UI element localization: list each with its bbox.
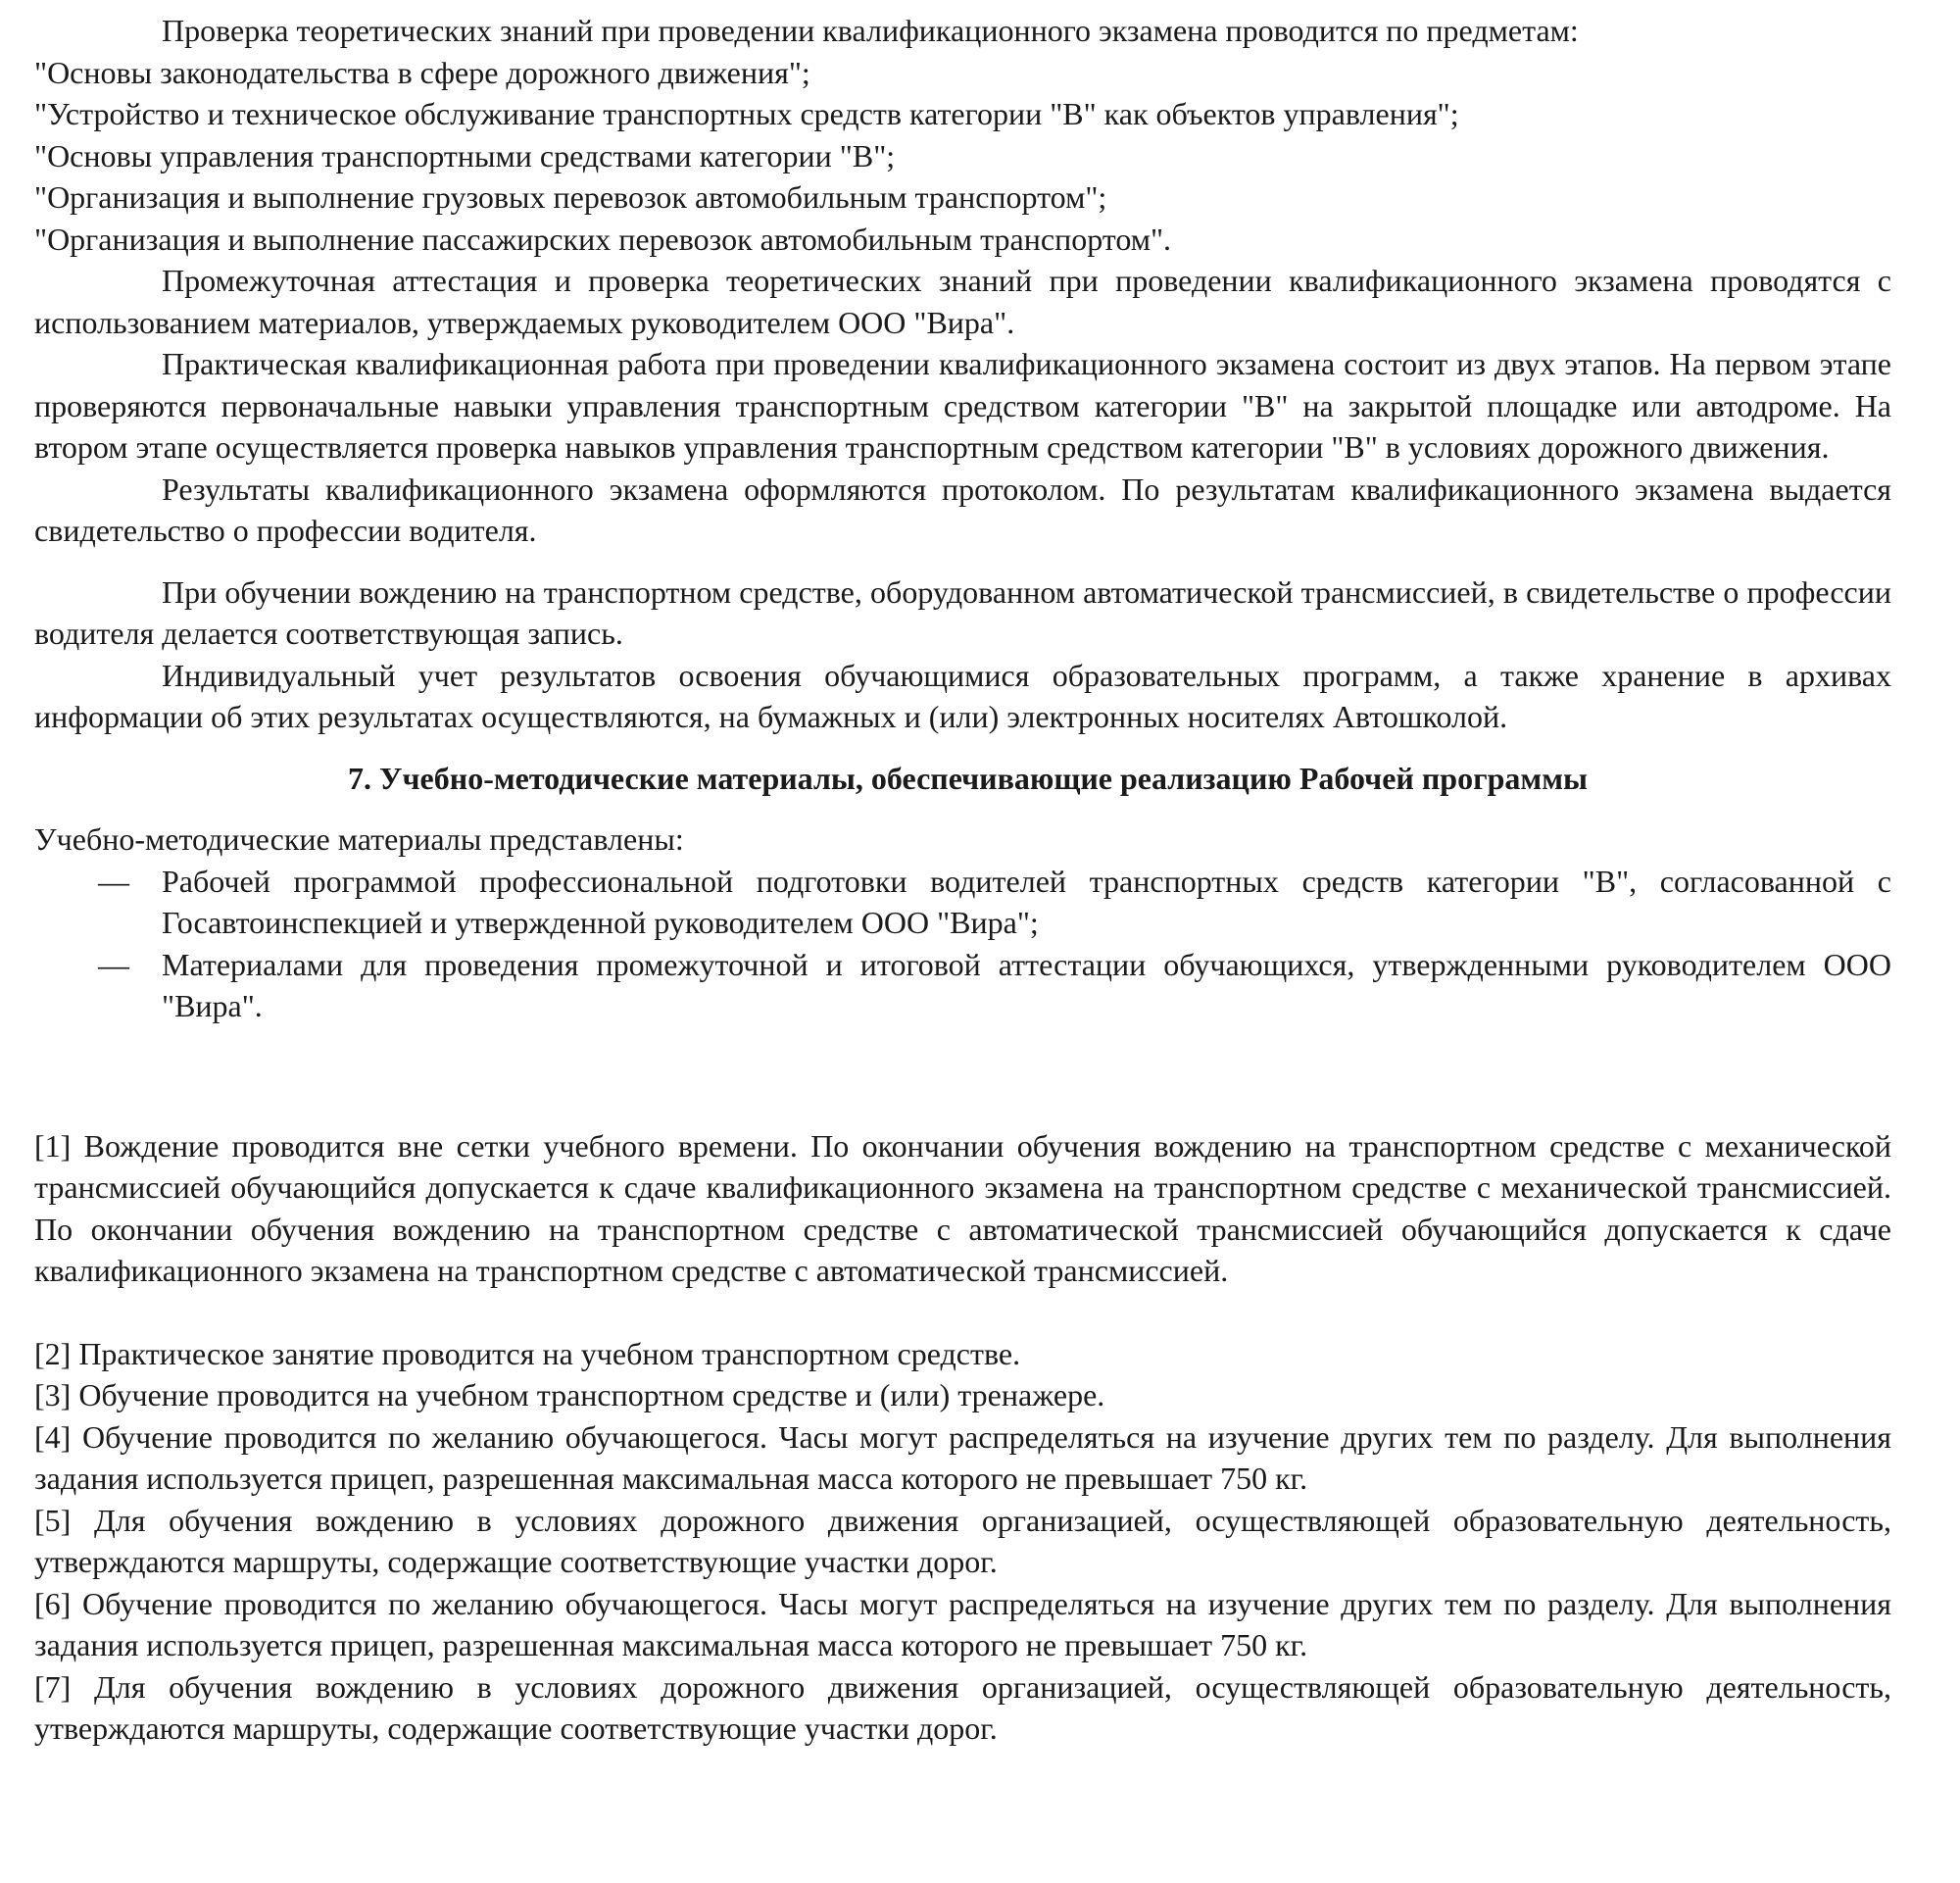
footnote-1: [1] Вождение проводится вне сетки учебного времени. По окончании обучения вождению на транспортном средстве с механической трансмиссией обучающийся допускается к сдаче квалификационного экзамена на транспортном средстве с механической трансмиссией. По окончании обучения вождению на транспортном средстве с автоматической трансмиссией обучающийся допускается к сдаче квалификационного экзамена на транспортном средстве с автоматической трансмиссией. <box>34 1127 1891 1288</box>
materials-list <box>34 861 1891 1027</box>
paragraph-automatic-transmission: При обучении вождению на транспортном средстве, оборудованном автоматической трансмиссией, в свидетельстве о профессии водителя делается соответствующая запись. <box>34 573 1891 651</box>
section-7-heading: 7. Учебно-методические материалы, обеспечивающие реализацию Рабочей программы <box>348 760 1588 796</box>
footnote-6: [6] Обучение проводится по желанию обучающегося. Часы могут распределяться на изучение других тем по разделу. Для выполнения задания используется прицеп, разрешенная максимальная масса которого не превышает 750 кг. <box>34 1585 1891 1662</box>
footnote-2: [2] Практическое занятие проводится на учебном транспортном средстве. <box>34 1335 1021 1371</box>
footnote-4: [4] Обучение проводится по желанию обучающегося. Часы могут распределяться на изучение других тем по разделу. Для выполнения задания используется прицеп, разрешенная максимальная масса которого не превышает 750 кг. <box>34 1418 1891 1496</box>
materials-lead: Учебно-методические материалы представлены: <box>34 821 684 857</box>
dash-bullet: — <box>98 863 129 899</box>
footnote-7: [7] Для обучения вождению в условиях дорожного движения организацией, осуществляющей образовательную деятельность, утверждаются маршруты, содержащие соответствующие участки дорог. <box>34 1668 1891 1746</box>
dash-bullet: — <box>98 946 129 982</box>
list-item <box>34 861 1891 944</box>
subject-item: "Устройство и техническое обслуживание транспортных средств категории "B" как объектов управления"; <box>34 96 1459 131</box>
footnote-5: [5] Для обучения вождению в условиях дорожного движения организацией, осуществляющей образовательную деятельность, утверждаются маршруты, содержащие соответствующие участки дорог. <box>34 1502 1891 1579</box>
subject-item: "Организация и выполнение пассажирских перевозок автомобильным транспортом". <box>34 221 1172 257</box>
subject-item: "Организация и выполнение грузовых перевозок автомобильным транспортом"; <box>34 179 1107 215</box>
paragraph-intermediate-attestation: Промежуточная аттестация и проверка теоретических знаний при проведении квалификационного экзамена проводятся с использованием материалов, утверждаемых руководителем ООО "Вира". <box>34 263 1891 340</box>
paragraph-exam-results: Результаты квалификационного экзамена оформляются протоколом. По результатам квалификационного экзамена выдается свидетельство о профессии водителя. <box>34 471 1891 548</box>
footnote-3: [3] Обучение проводится на учебном транспортном средстве и (или) тренажере. <box>34 1377 1105 1412</box>
document-page <box>34 0 1891 1750</box>
spacer <box>34 799 1891 818</box>
subject-item: "Основы законодательства в сфере дорожного движения"; <box>34 54 810 90</box>
list-item-text: Материалами для проведения промежуточной и итоговой аттестации обучающихся, утвержденными руководителем ООО "Вира". <box>162 946 1891 1023</box>
spacer <box>34 738 1891 758</box>
spacer <box>34 552 1891 571</box>
spacer <box>34 1292 1891 1333</box>
paragraph-practical-work: Практическая квалификационная работа при проведении квалификационного экзамена состоит из двух этапов. На первом этапе проверяются первоначальные навыки управления транспортным средством категории "B" на закрытой площадке или автодроме. На втором этапе осуществляется проверка навыков управления транспортным средством категории "B" в условиях дорожного движения. <box>34 346 1891 465</box>
subject-item: "Основы управления транспортными средствами категории "B"; <box>34 137 896 173</box>
paragraph-individual-records: Индивидуальный учет результатов освоения обучающимися образовательных программ, а также хранение в архивах информации об этих результатах осуществляются, на бумажных и (или) электронных носителях Автошколой. <box>34 657 1891 734</box>
paragraph-theory-check: Проверка теоретических знаний при проведении квалификационного экзамена проводится по предметам: <box>162 13 1579 48</box>
list-item <box>34 944 1891 1027</box>
spacer <box>34 1027 1891 1125</box>
list-item-text: Рабочей программой профессиональной подготовки водителей транспортных средств категории "B", согласованной с Госавтоинспекцией и утвержденной руководителем ООО "Вира"; <box>162 863 1891 940</box>
